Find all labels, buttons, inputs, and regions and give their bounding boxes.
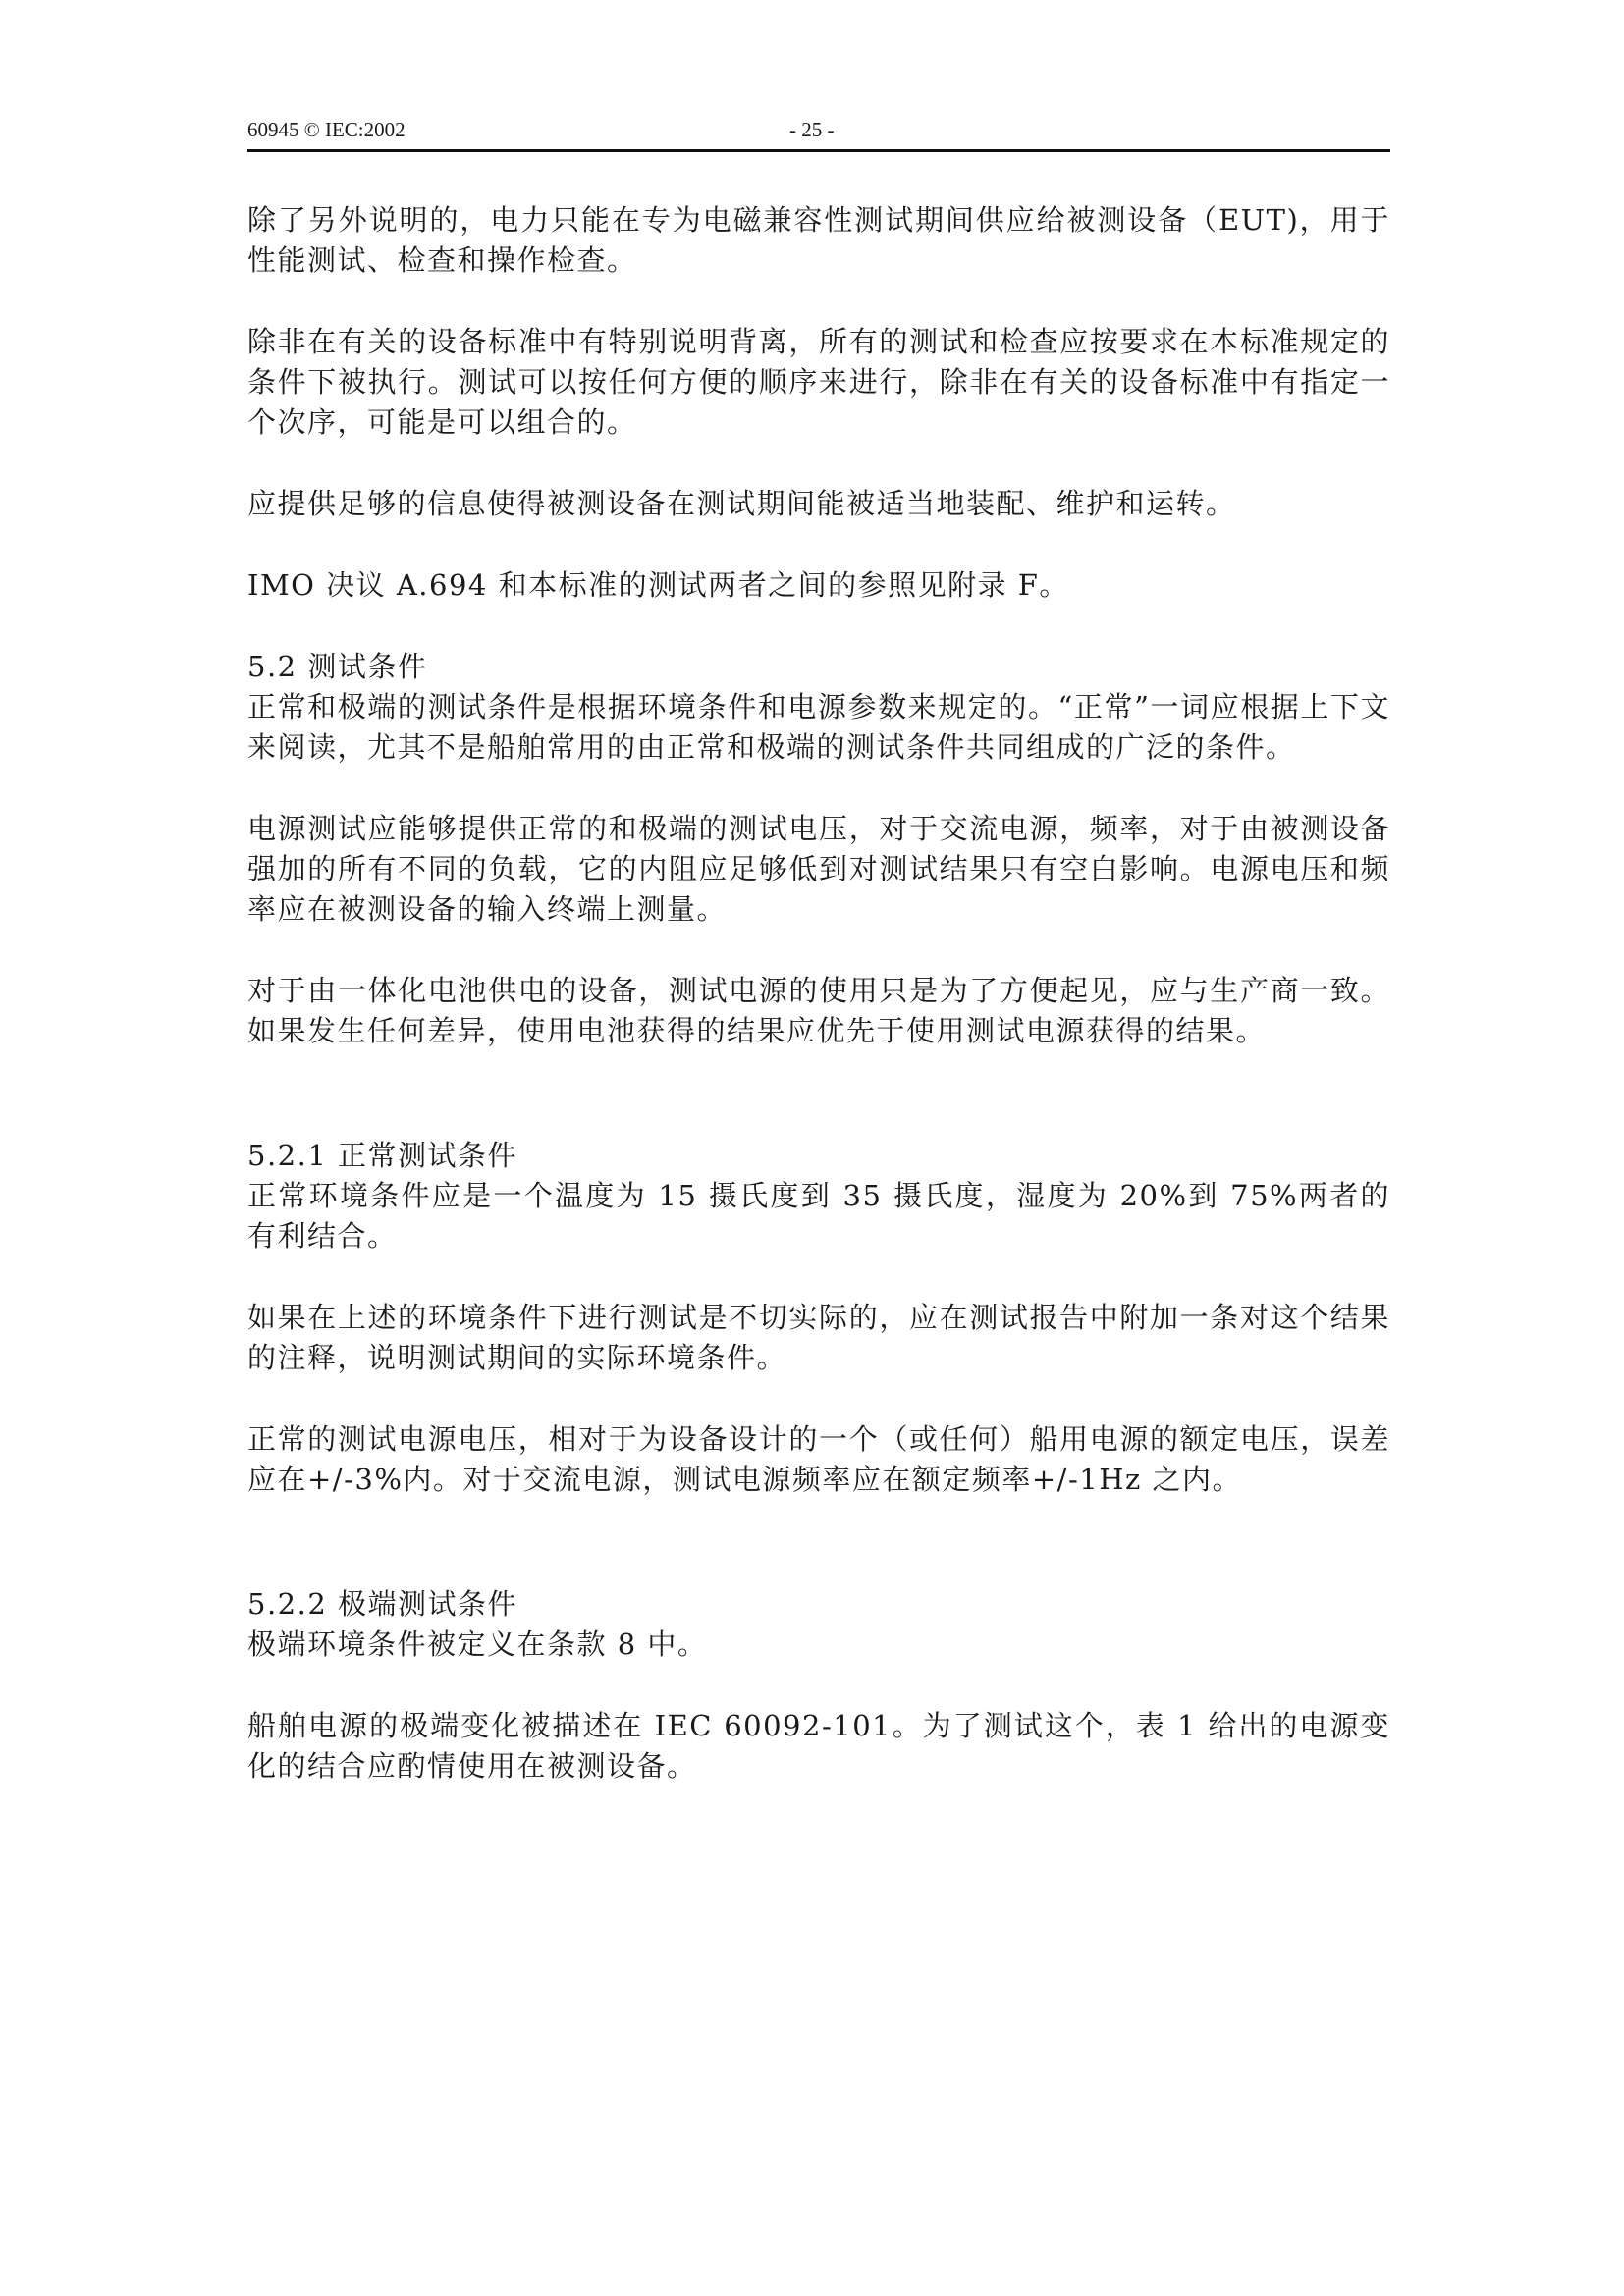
paragraph-test-order: 除非在有关的设备标准中有特别说明背离，所有的测试和检查应按要求在本标准规定的条件下被执行。测试可以按任何方便的顺序来进行，除非在有关的设备标准中有指定一个次序，可能是可以组合的。 [247,325,1390,439]
paragraph-5-2-power-source: 电源测试应能够提供正常的和极端的测试电压，对于交流电源，频率，对于由被测设备强加的所有不同的负载，它的内阻应足够低到对测试结果只有空白影响。电源电压和频率应在被测设备的输入终端上测量。 [247,812,1390,926]
document-body [247,200,1390,1828]
paragraph-power-supply: 除了另外说明的，电力只能在专为电磁兼容性测试期间供应给被测设备（EUT)，用于性能测试、检查和操作检查。 [247,203,1390,277]
paragraph-5-2-battery: 对于由一体化电池供电的设备，测试电源的使用只是为了方便起见，应与生产商一致。如果发生任何差异，使用电池获得的结果应优先于使用测试电源获得的结果。 [247,974,1390,1047]
section-heading-5-2-1: 5.2.1 正常测试条件 [247,1139,518,1172]
paragraph-5-2-2-variations: 船舶电源的极端变化被描述在 IEC 60092-101。为了测试这个，表 1 给出的电源变化的结合应酌情使用在被测设备。 [247,1709,1390,1783]
paragraph-5-2-conditions: 正常和极端的测试条件是根据环境条件和电源参数来规定的。“正常”一词应根据上下文来阅读，尤其不是船舶常用的由正常和极端的测试条件共同组成的广泛的条件。 [247,690,1390,764]
paragraph-imo-reference: IMO 决议 A.694 和本标准的测试两者之间的参照见附录 F。 [247,568,1069,602]
paragraph-information: 应提供足够的信息使得被测设备在测试期间能被适当地装配、维护和运转。 [247,487,1236,520]
section-spacer [247,1541,1390,1584]
paragraph-5-2-1-voltage: 正常的测试电源电压，相对于为设备设计的一个（或任何）船用电源的额定电压，误差应在+/-3%内。对于交流电源，测试电源频率应在额定频率+/-1Hz 之内。 [247,1422,1390,1496]
paragraph-5-2-1-environment: 正常环境条件应是一个温度为 15 摄氏度到 35 摄氏度，湿度为 20%到 75%两者的有利结合。 [247,1179,1390,1253]
page-number: - 25 - [789,118,835,141]
section-heading-5-2: 5.2 测试条件 [247,650,428,683]
paragraph-5-2-2-definition: 极端环境条件被定义在条款 8 中。 [247,1628,708,1661]
standard-identifier: 60945 © IEC:2002 [247,118,406,141]
paragraph-5-2-1-impractical: 如果在上述的环境条件下进行测试是不切实际的，应在测试报告中附加一条对这个结果的注释，说明测试期间的实际环境条件。 [247,1301,1390,1374]
section-heading-5-2-2: 5.2.2 极端测试条件 [247,1587,518,1621]
page-header [247,114,1390,152]
section-spacer [247,1093,1390,1136]
